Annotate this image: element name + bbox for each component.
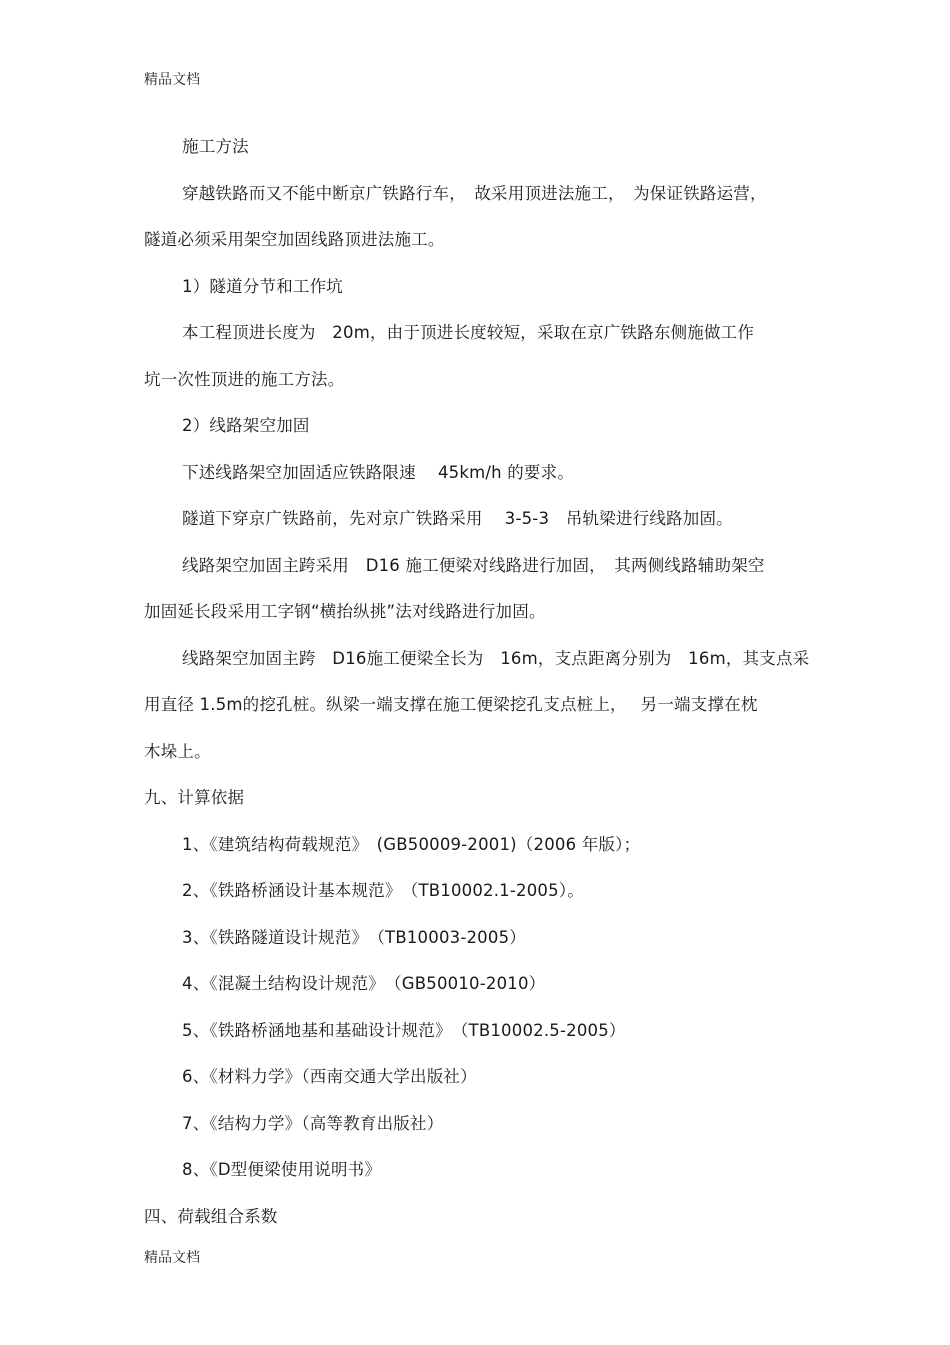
paragraph-line: 木垛上。 [144, 741, 211, 761]
subsection-heading: 2）线路架空加固 [182, 416, 310, 435]
paragraph-line: 隧道必须采用架空加固线路顶进法施工。 [144, 230, 445, 249]
paragraph-line: 施工方法 [182, 137, 249, 156]
paragraph-line: 用直径 1.5m的挖孔桩。纵梁一端支撑在施工便梁挖孔支点桩上， 另一端支撑在枕 [144, 695, 758, 714]
paragraph-line: 本工程顶进长度为 20m，由于顶进长度较短，采取在京广铁路东侧施做工作 [182, 323, 755, 342]
reference-item: 8、《D型便梁使用说明书》 [182, 1160, 382, 1179]
page-header: 精品文档 [144, 72, 200, 88]
section-heading: 四、荷载组合系数 [144, 1206, 278, 1226]
subsection-heading: 1）隧道分节和工作坑 [182, 276, 343, 296]
section-heading: 九、计算依据 [144, 788, 245, 807]
document-body [144, 134, 810, 1250]
paragraph-line: 加固延长段采用工字钢“横抬纵挑”法对线路进行加固。 [144, 602, 546, 621]
reference-item: 1、《建筑结构荷载规范》 (GB50009-2001)（2006 年版）； [182, 834, 641, 854]
paragraph-line: 下述线路架空加固适应铁路限速 45km/h 的要求。 [182, 462, 575, 482]
paragraph-line: 线路架空加固主跨采用 D16 施工便梁对线路进行加固， 其两侧线路辅助架空 [182, 555, 765, 575]
paragraph-line: 穿越铁路而又不能中断京广铁路行车， 故采用顶进法施工， 为保证铁路运营， [182, 183, 767, 203]
reference-item: 3、《铁路隧道设计规范》 （TB10003-2005） [182, 927, 526, 947]
reference-item: 5、《铁路桥涵地基和基础设计规范》 （TB10002.5-2005） [182, 1020, 626, 1040]
reference-item: 6、《材料力学》（西南交通大学出版社） [182, 1067, 477, 1086]
paragraph-line: 坑一次性顶进的施工方法。 [144, 369, 345, 389]
reference-item: 4、《混凝土结构设计规范》 （GB50010-2010） [182, 974, 546, 993]
reference-item: 7、《结构力学》（高等教育出版社） [182, 1113, 444, 1133]
page-footer: 精品文档 [144, 1250, 200, 1266]
reference-item: 2、《铁路桥涵设计基本规范》 （TB10002.1-2005）。 [182, 881, 584, 900]
paragraph-line: 线路架空加固主跨 D16施工便梁全长为 16m，支点距离分别为 16m，其支点采 [182, 648, 810, 668]
paragraph-line: 隧道下穿京广铁路前，先对京广铁路采用 3-5-3 吊轨梁进行线路加固。 [182, 509, 733, 528]
